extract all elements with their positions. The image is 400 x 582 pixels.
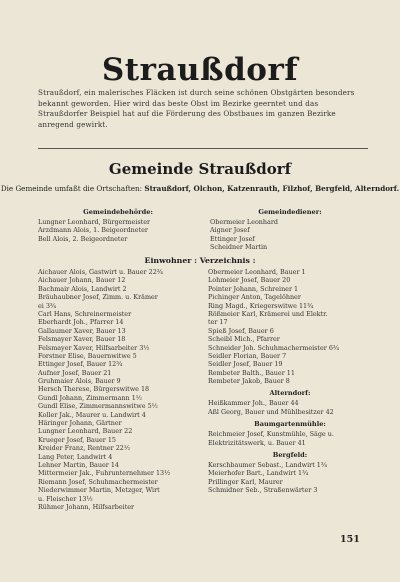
resident-entry: Heißkammer Joh., Bauer 44 xyxy=(208,399,299,408)
resident-entry: Ring Magd., Kriegerswitwe 11¾ xyxy=(208,301,314,310)
resident-entry: Krueger Josef, Bauer 15 xyxy=(38,435,116,444)
alterndorf-heading: Alterndorf: xyxy=(269,389,311,398)
resident-entry: Seidler Florian, Bauer 7 xyxy=(208,351,287,360)
resident-entry: Gundl Johann, Zimmermann 1½ xyxy=(38,393,142,402)
resident-entry: Obermeier Leonhard, Bauer 1 xyxy=(208,268,306,276)
resident-entry: Felsmayer Xaver, Hilfsarbeiter 3½ xyxy=(38,343,150,352)
resident-entry: Pointer Johann, Schreiner 1 xyxy=(208,284,299,293)
resident-entry: Kreider Franz, Rentner 22½ xyxy=(38,444,131,453)
resident-entry: Schneider Joh. Schuhmachermeister 6¾ xyxy=(208,343,340,352)
resident-entry: Kerschbaumer Sebast., Landwirt 1¾ xyxy=(208,461,328,470)
resident-entry: Gundl Elise, Zimmermannswitwe 5½ xyxy=(38,402,158,411)
resident-entry: Rembeter Balth., Bauer 11 xyxy=(208,368,295,377)
resident-entry: Forstner Elise, Bauernwitwe 5 xyxy=(38,351,137,360)
resident-entry: Lungner Leonhard, Bauer 22 xyxy=(38,427,133,436)
resident-list-left xyxy=(38,268,202,511)
resident-entry: Prillinger Karl, Maurer xyxy=(208,477,283,486)
page-number: 151 xyxy=(340,534,360,545)
resident-entry: Rembeter Jakob, Bauer 8 xyxy=(208,377,290,386)
resident-entry: Spieß Josef, Bauer 6 xyxy=(208,326,274,335)
resident-entry: Riemann Josef, Schuhmachermeister xyxy=(38,477,158,486)
resident-entry: Aufner Josef, Bauer 21 xyxy=(38,368,112,377)
bergfeld-heading: Bergfeld: xyxy=(272,451,308,460)
resident-entry: Gruhmaier Alois, Bauer 9 xyxy=(38,377,121,386)
behoerde-line: Lungner Leonhard, Bürgermeister xyxy=(38,218,151,226)
einwohner-heading: Einwohner : Verzeichnis : xyxy=(144,256,256,265)
resident-entry: ter 17 xyxy=(208,318,228,327)
diener-line: Aigner Josef xyxy=(210,226,250,235)
resident-entry: Hersch Therese, Bürgerswitwe 18 xyxy=(38,385,150,394)
page-title: Straußdorf xyxy=(101,52,299,88)
resident-entry: Ettinger Josef, Bauer 12¾ xyxy=(38,360,123,369)
behoerde-line: Arzdmann Alois, 1. Beigeordneter xyxy=(38,226,148,235)
resident-entry: Seidler Josef, Bauer 19 xyxy=(208,360,283,369)
description-prefix: Die Gemeinde umfaßt die Ortschaften: xyxy=(0,184,143,193)
resident-entry: Niederwimmer Martin, Metzger, Wirt xyxy=(38,486,160,495)
diener-block xyxy=(210,208,370,252)
resident-entry: Pichinger Anton, Tagelöhner xyxy=(208,293,301,302)
resident-entry: Meierhofer Bart., Landwirt 1¾ xyxy=(208,469,309,478)
resident-entry: Reichmeier Josef, Kunstmühle, Säge u. xyxy=(208,430,334,439)
resident-entry: Schmidner Seb., Straßenwärter 3 xyxy=(208,486,318,495)
intro-paragraph: Straußdorf, ein malerisches Fläcken ist durch seine schönen Obstgärten besonders bekannt geworden. Hier wird das beste Obst im Bezirke geerntet und das Straußdorfer Beispiel hat auf die Förderung des Obstbaues im ganzen Bezirke anregend gewirkt. xyxy=(38,88,355,129)
diener-line: Ettinger Josef xyxy=(210,234,255,243)
resident-entry: Häringer Johann, Gärtner xyxy=(38,419,122,428)
resident-entry: Eberhardt Joh., Pfarrer 14 xyxy=(38,318,124,327)
resident-list-right xyxy=(208,268,372,495)
resident-entry: Aichauer Johann, Bauer 12 xyxy=(38,276,126,285)
resident-entry: Bräuhaubner Josef, Zimm. u. Krämer xyxy=(38,293,158,302)
resident-entry: u. Fleischer 13½ xyxy=(38,494,93,503)
resident-entry: Lang Peter, Landwirt 4 xyxy=(38,452,113,461)
baumgarten-heading: Baumgartenmühle: xyxy=(254,420,326,429)
gemeinde-description xyxy=(0,184,400,195)
behoerde-block xyxy=(38,208,198,243)
resident-entry: Aßl Georg, Bauer und Mühlbesitzer 42 xyxy=(208,407,334,416)
resident-entry: Koller Jak., Maurer u. Landwirt 4 xyxy=(38,410,146,419)
diener-heading: Gemeindediener: xyxy=(258,208,322,216)
description-places: Straußdorf, Olchon, Katzenrauth, Filzhof, Bergfeld, Alterndorf. xyxy=(144,184,400,193)
diener-line: Scheidner Martin xyxy=(210,243,268,252)
gemeinde-title: Gemeinde Straußdorf xyxy=(108,160,292,178)
resident-entry: Felsmayer Xaver, Bauer 18 xyxy=(38,335,126,344)
resident-entry: Mittermeier Jak., Fuhrunternehmer 13½ xyxy=(38,469,171,478)
resident-entry: Lehner Martin, Bauer 14 xyxy=(38,460,119,469)
resident-entry: Rühmer Johann, Hilfsarbeiter xyxy=(38,502,135,511)
resident-entry: Gallaumer Xaver, Bauer 13 xyxy=(38,326,126,335)
behoerde-heading: Gemeindebehörde: xyxy=(83,208,153,216)
resident-entry: Rößmeier Karl, Krämerei und Elektr. xyxy=(208,309,328,318)
resident-entry: ei 3¾ xyxy=(38,301,57,310)
resident-entry: Aichauer Alois, Gastwirt u. Bauer 22¾ xyxy=(38,268,163,276)
resident-entry: Bachmair Alois, Landwirt 2 xyxy=(38,284,127,293)
divider-rule xyxy=(38,148,368,149)
resident-entry: Elektrizitätswerk, u. Bauer 41 xyxy=(208,438,306,447)
resident-entry: Scheibl Mich., Pfarrer xyxy=(208,335,280,344)
diener-line: Obermeier Leonhard xyxy=(210,218,278,226)
behoerde-line: Bell Alois, 2. Beigeordneter xyxy=(38,234,128,243)
resident-entry: Carl Hans, Schreinermeister xyxy=(38,309,132,318)
resident-entry: Lohmeier Josef, Bauer 20 xyxy=(208,276,291,285)
